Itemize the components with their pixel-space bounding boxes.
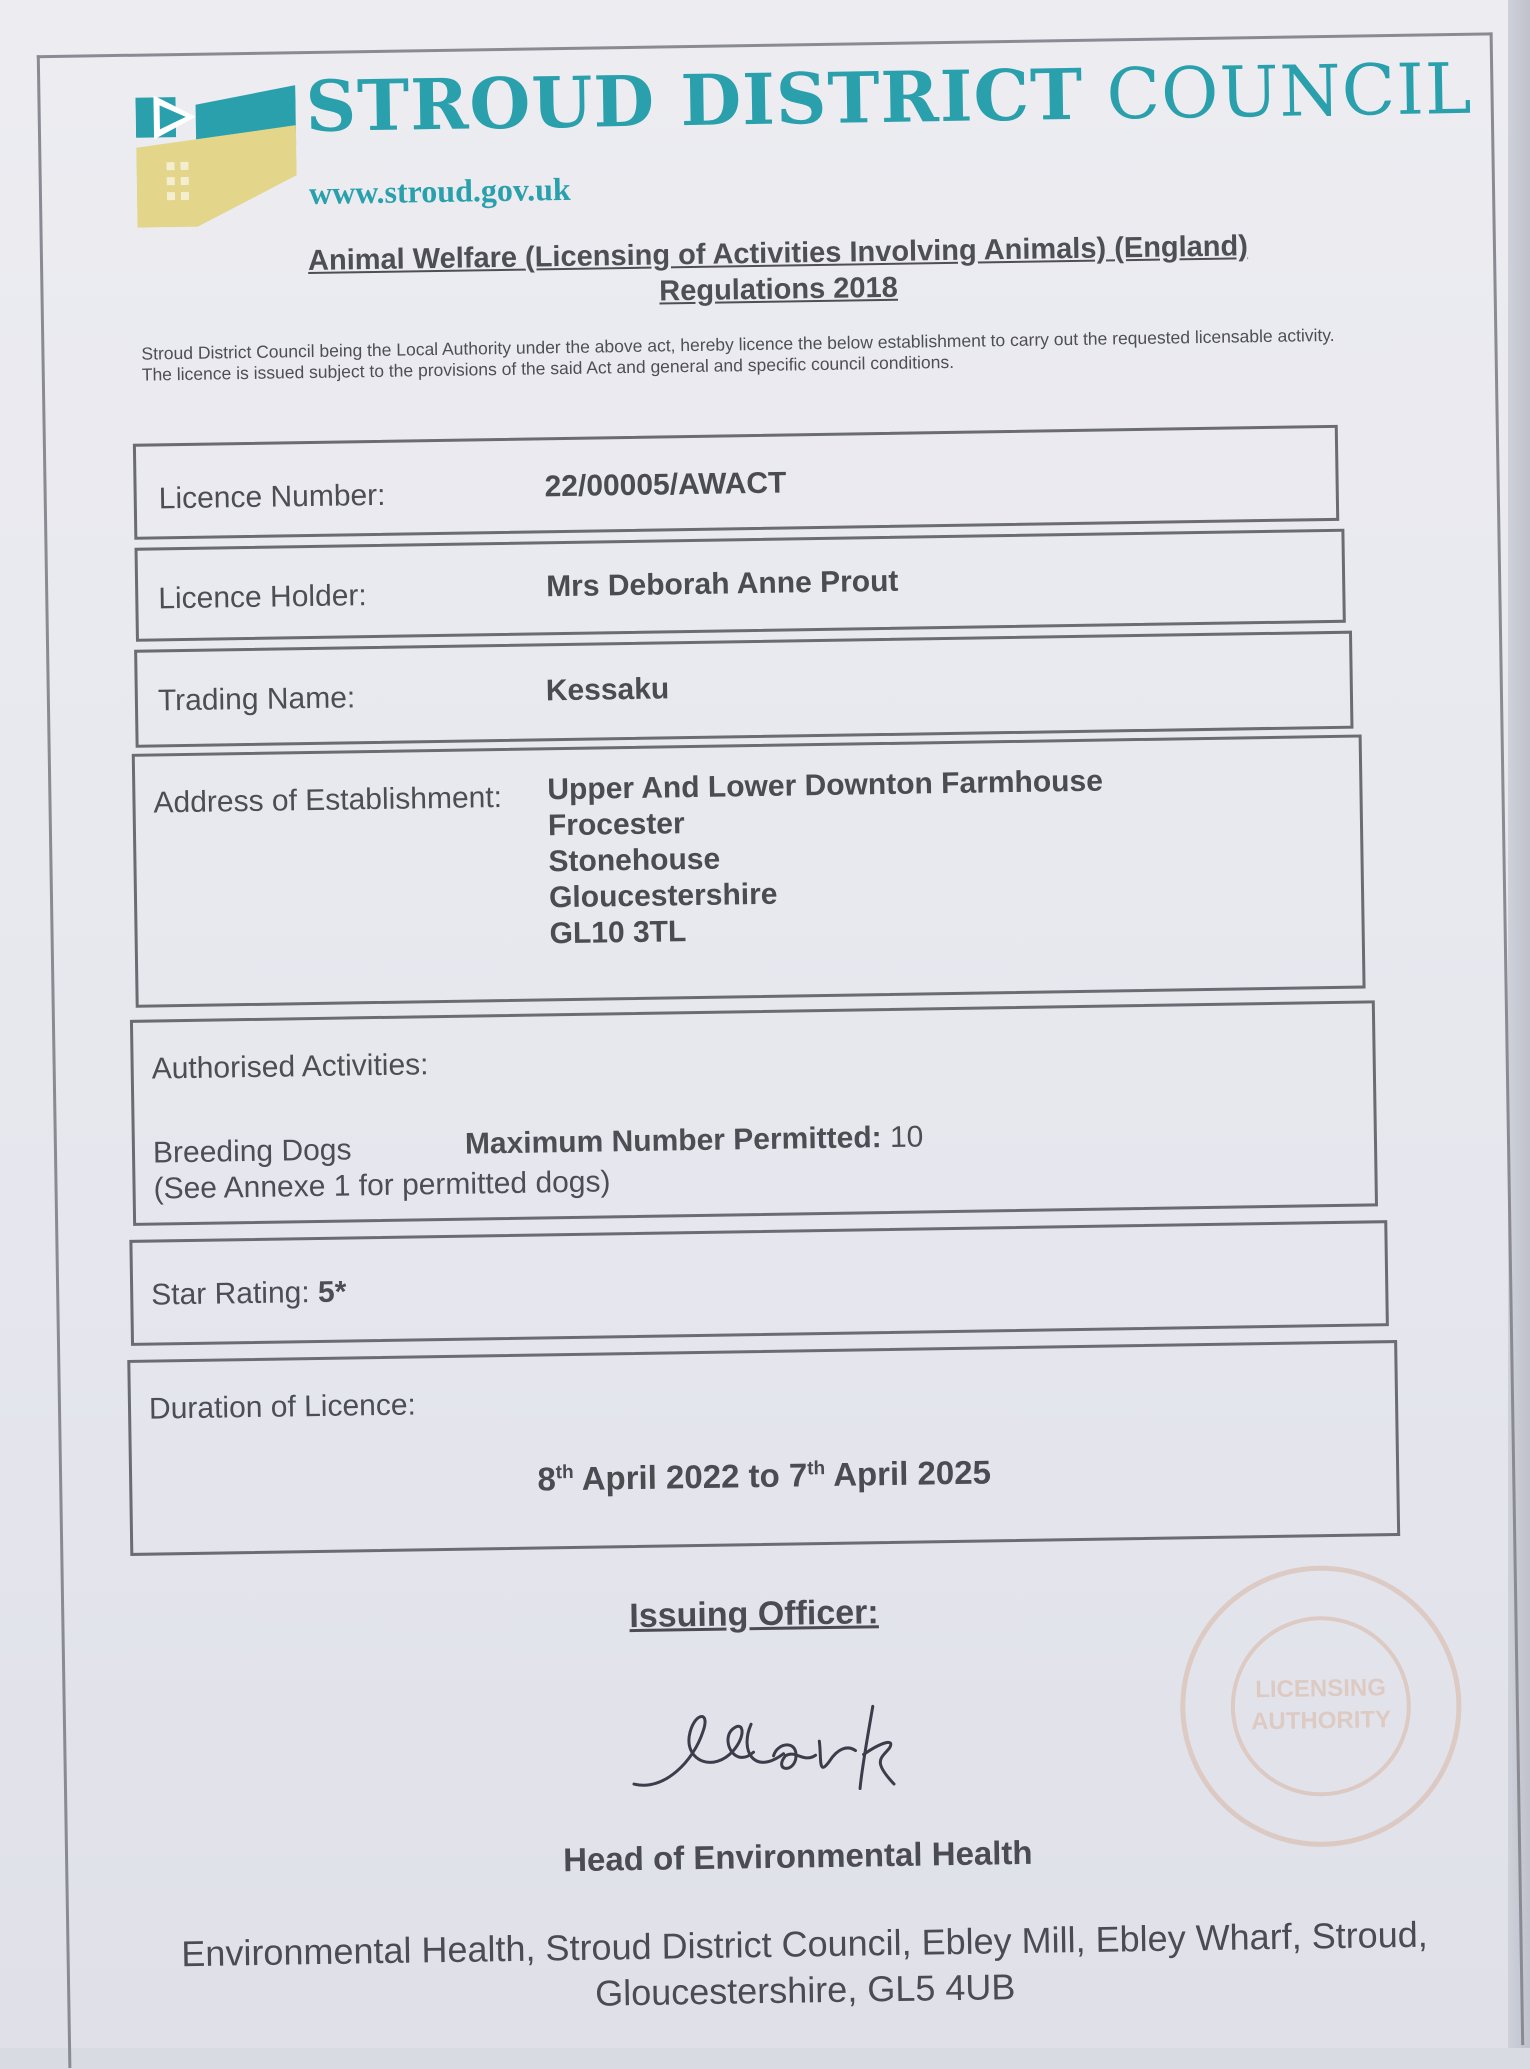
star-rating-box	[129, 1220, 1389, 1346]
licence-holder-label: Licence Holder:	[158, 579, 367, 616]
svg-text:AUTHORITY: AUTHORITY	[1250, 1706, 1392, 1736]
issuing-officer-heading: Issuing Officer:	[629, 1593, 879, 1636]
footer-line2: Gloucestershire, GL5 4UB	[594, 1966, 1016, 2014]
svg-text:LICENSING: LICENSING	[1255, 1674, 1387, 1704]
activities-label: Authorised Activities:	[151, 1048, 429, 1086]
regulation-title-line1: Animal Welfare (Licensing of Activities Involving Animals) (England)	[307, 230, 1249, 278]
star-rating-value: 5*	[317, 1275, 347, 1309]
activity-name: Breeding Dogs	[152, 1133, 352, 1170]
regulation-title-line2: Regulations 2018	[659, 271, 899, 308]
start-day: 8	[537, 1460, 557, 1498]
council-name-light: COUNCIL	[1105, 47, 1473, 136]
address-line: Upper And Lower Downton Farmhouse	[547, 764, 1104, 807]
address-line: Stonehouse	[548, 842, 721, 879]
trading-name-value: Kessaku	[545, 672, 670, 708]
licence-holder-box	[135, 529, 1346, 642]
end-day-suffix: th	[806, 1458, 826, 1480]
activities-box	[130, 1000, 1378, 1226]
licence-number-value: 22/00005/AWACT	[544, 466, 787, 504]
address-line: Frocester	[547, 807, 685, 843]
council-website[interactable]: www.stroud.gov.uk	[308, 170, 571, 211]
address-line: Gloucestershire	[548, 877, 778, 915]
trading-name-label: Trading Name:	[157, 681, 356, 718]
max-number-label: Maximum Number Permitted:	[464, 1121, 882, 1161]
intro-paragraph: Stroud District Council being the Local Authority under the above act, hereby licence the below establishment to carry out the requested licensable activity. The licence is issued subject to the provisions of the said Act and general and specific council conditions.	[141, 324, 1335, 385]
max-number-value: 10	[889, 1120, 924, 1154]
licensing-authority-stamp-icon	[1169, 1554, 1474, 1859]
address-label: Address of Establishment:	[153, 781, 503, 820]
licence-number-label: Licence Number:	[158, 478, 386, 516]
duration-dates	[132, 1447, 1396, 1505]
activities-note: (See Annexe 1 for permitted dogs)	[153, 1165, 611, 1206]
start-day-suffix: th	[555, 1461, 574, 1484]
max-number	[465, 1120, 924, 1161]
star-rating	[151, 1276, 347, 1313]
licence-holder-value: Mrs Deborah Anne Prout	[545, 564, 899, 604]
trading-name-box	[134, 631, 1353, 748]
duration-box	[127, 1340, 1400, 1556]
duration-label: Duration of Licence:	[148, 1388, 417, 1426]
start-date-rest: April 2022 to	[581, 1456, 781, 1497]
end-day: 7	[788, 1456, 808, 1494]
licence-number-box	[133, 425, 1339, 540]
issuing-officer-title: Head of Environmental Health	[562, 1833, 1033, 1879]
council-logo-icon	[135, 85, 297, 227]
footer-line1: Environmental Health, Stroud District Council, Ebley Mill, Ebley Wharf, Stroud,	[181, 1913, 1428, 1975]
address-box	[132, 735, 1366, 1008]
address-line: GL10 3TL	[549, 915, 687, 951]
council-name-bold: STROUD DISTRICT	[304, 52, 1084, 149]
end-date-rest: April 2025	[832, 1453, 992, 1493]
star-rating-label: Star Rating:	[150, 1276, 310, 1312]
address-lines	[547, 764, 1105, 953]
signature-image	[623, 1687, 965, 1812]
